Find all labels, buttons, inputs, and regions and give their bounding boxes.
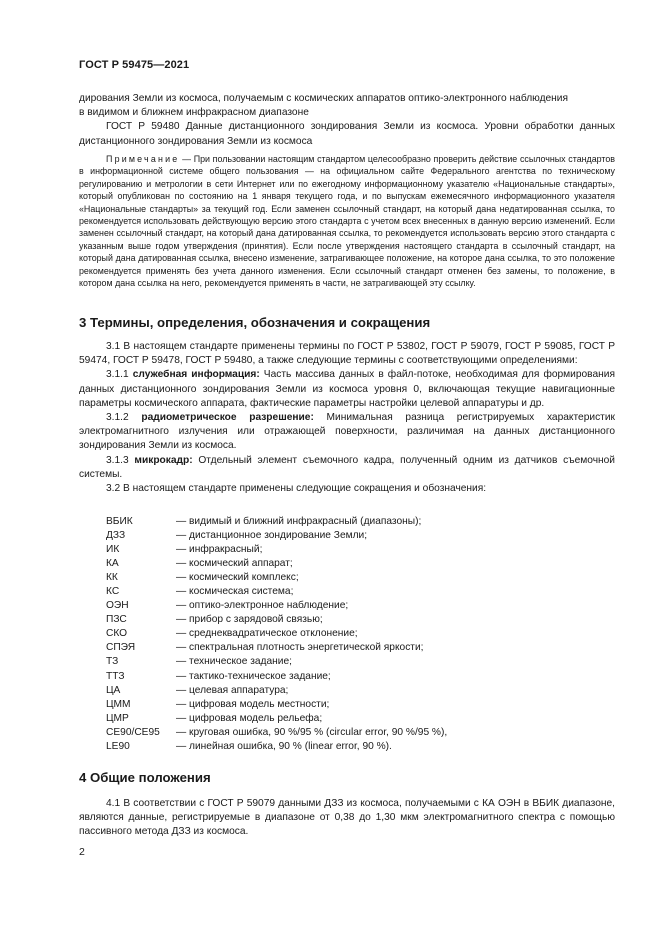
term-definition: Минимальная разница регистрируемых характеристик электромагнитного излучения или отражающей поверхности, различимая на данных дистанционного зондирования Земли из космоса.: [79, 412, 615, 452]
abbreviation-row: [79, 529, 615, 543]
abbreviation-term: СЕ90/СЕ95: [106, 726, 160, 738]
abbreviation-row: [79, 571, 615, 585]
abbreviation-definition: — цифровая модель рельефа;: [176, 712, 323, 724]
abbreviation-term: ТЗ: [106, 656, 119, 668]
abbreviation-definition: — прибор с зарядовой связью;: [176, 614, 323, 626]
note-text: — При пользовании настоящим стандартом целесообразно проверить действие ссылочных стандартов в информационной системе общего пользования — на официальном сайте Федерального агентства по техническому регулированию и метрологии в сети Интернет или по ежегодному информационному указателю «Национальные стандарты», который опубликован по состоянию на 1 января текущего года, и по выпускам ежемесячного информационного указателя «Национальные стандарты» за текущий год. Если заменен ссылочный стандарт, на который дана недатированная ссылка, то рекомендуется использовать действующую версию этого стандарта с учетом всех внесенных в данную версию изменений. Если заменен ссылочный стандарт, на который дана датированная ссылка, то рекомендуется использовать версию этого стандарта с указанным выше годом утверждения (принятия). Если после утверждения настоящего стандарта в ссылочный стандарт, на который дана датированная ссылка, внесено изменение, затрагивающее положение, на которое дана ссылка, то это положение рекомендуется применять без учета данного изменения. Если ссылочный стандарт отменен без замены, то положение, в котором дана ссылка на него, рекомендуется применять в части, не затрагивающей эту ссылку.: [79, 154, 615, 289]
abbreviation-row: [79, 557, 615, 571]
abbreviation-row: [79, 641, 615, 655]
abbreviation-row: [79, 655, 615, 669]
section-4-body: [79, 797, 615, 840]
abbreviation-definition: — инфракрасный;: [176, 544, 263, 556]
abbreviation-term: ИК: [106, 544, 120, 556]
section-3-heading-block: [79, 316, 615, 330]
abbreviation-definition: — линейная ошибка, 90 % (linear error, 90 %).: [176, 740, 392, 752]
abbreviation-definition: — космическая система;: [176, 586, 294, 598]
abbreviation-definition: — техническое задание;: [176, 656, 292, 668]
abbreviation-definition: — целевая аппаратура;: [176, 684, 289, 696]
term-number: 3.1.3: [106, 454, 135, 466]
abbreviation-term: ТТЗ: [106, 670, 125, 682]
term-name: служебная информация:: [132, 369, 260, 381]
abbreviation-definition: — видимый и ближний инфракрасный (диапазоны);: [176, 516, 422, 527]
abbreviation-row: [79, 515, 615, 529]
term-3-1-2: [79, 411, 615, 454]
abbreviation-definition: — цифровая модель местности;: [176, 698, 330, 710]
references-continuation: [79, 92, 615, 149]
abbreviation-row: [79, 585, 615, 599]
abbreviation-term: КС: [106, 586, 120, 598]
term-3-1-1: [79, 368, 615, 411]
abbreviation-term: КА: [106, 558, 119, 570]
abbreviation-term: ЦМР: [106, 712, 129, 724]
abbreviation-definition: — космический аппарат;: [176, 558, 293, 570]
abbreviation-row: [79, 599, 615, 613]
abbreviation-row: [79, 543, 615, 557]
paragraph-4-1: 4.1 В соответствии с ГОСТ Р 59079 данными ДЗЗ из космоса, получаемыми с КА ОЭН в ВБИК диапазоне, являются данные, регистрируемые в диапазоне от 0,38 до 1,30 мкм электромагнитного спектра с помощью пассивного метода ДЗЗ из космоса.: [79, 798, 615, 838]
continuation-line-1: дирования Земли из космоса, получаемым с космических аппаратов оптико-электронного наблюдения: [79, 93, 569, 104]
abbreviation-definition: — космический комплекс;: [176, 572, 299, 584]
abbreviation-row: [79, 698, 615, 712]
section-4-heading-block: [79, 771, 615, 785]
paragraph-3-1: 3.1 В настоящем стандарте применены термины по ГОСТ Р 53802, ГОСТ Р 59079, ГОСТ Р 59085, ГОСТ Р 59474, ГОСТ Р 59478, ГОСТ Р 59480, а также следующие термины с соответствующими определениями:: [79, 341, 615, 367]
abbreviation-row: [79, 670, 615, 684]
page-number: 2: [79, 846, 85, 858]
paragraph-3-2: 3.2 В настоящем стандарте применены следующие сокращения и обозначения:: [106, 483, 487, 495]
section-3-body: [79, 340, 615, 496]
abbreviation-term: ПЗС: [106, 614, 127, 626]
abbreviation-term: КК: [106, 572, 118, 584]
term-number: 3.1.1: [106, 369, 133, 381]
gost-59480-reference: ГОСТ Р 59480 Данные дистанционного зондирования Земли из космоса. Уровни обработки данных дистанционного зондирования Земли из космоса: [79, 121, 615, 147]
continuation-line-2: в видимом и ближнем инфракрасном диапазоне: [79, 107, 309, 119]
abbreviation-row: [79, 684, 615, 698]
term-name: радиометрическое разрешение:: [141, 412, 314, 424]
note-paragraph: [79, 153, 615, 289]
term-number: 3.1.2: [106, 412, 142, 424]
abbreviations-list: [79, 515, 615, 754]
note-label: Примечание: [106, 154, 180, 164]
abbreviation-term: СКО: [106, 628, 128, 640]
section-3-title: 3 Термины, определения, обозначения и сокращения: [79, 315, 431, 330]
abbreviation-term: ЦММ: [106, 698, 131, 710]
section-4-title: 4 Общие положения: [79, 770, 211, 785]
term-definition: Часть массива данных в файл-потоке, необходимая для формирования данных дистанционного зондирования Земли из космоса уровня 0, включающая текущие навигационные параметры космического аппарата, фактические параметры настройки целевой аппаратуры и др.: [79, 369, 615, 409]
term-definition: Отдельный элемент съемочного кадра, полученный одним из датчиков съемочной системы.: [79, 454, 615, 480]
abbreviation-term: ЦА: [106, 684, 121, 696]
term-name: микрокадр:: [134, 454, 193, 466]
abbreviation-definition: — круговая ошибка, 90 %/95 % (circular error, 90 %/95 %),: [176, 726, 448, 738]
abbreviation-term: СПЭЯ: [106, 642, 136, 654]
abbreviation-term: ОЭН: [106, 600, 129, 612]
abbreviation-row: [79, 627, 615, 641]
abbreviation-definition: — тактико-техническое задание;: [176, 670, 331, 682]
abbreviation-definition: — дистанционное зондирование Земли;: [176, 530, 368, 542]
abbreviation-term: LE90: [106, 740, 130, 752]
reference-note: [79, 153, 615, 289]
term-3-1-3: [79, 454, 615, 482]
abbreviation-term: ВБИК: [106, 516, 133, 527]
abbreviation-definition: — спектральная плотность энергетической яркости;: [176, 642, 424, 654]
abbreviation-definition: — среднеквадратическое отклонение;: [176, 628, 358, 640]
abbreviation-row: [79, 740, 615, 754]
abbreviation-term: ДЗЗ: [106, 530, 126, 542]
abbreviation-row: [79, 613, 615, 627]
abbreviation-definition: — оптико-электронное наблюдение;: [176, 600, 349, 612]
abbreviation-row: [79, 712, 615, 726]
abbreviation-row: [79, 726, 615, 740]
standard-header: ГОСТ Р 59475—2021: [79, 59, 190, 71]
